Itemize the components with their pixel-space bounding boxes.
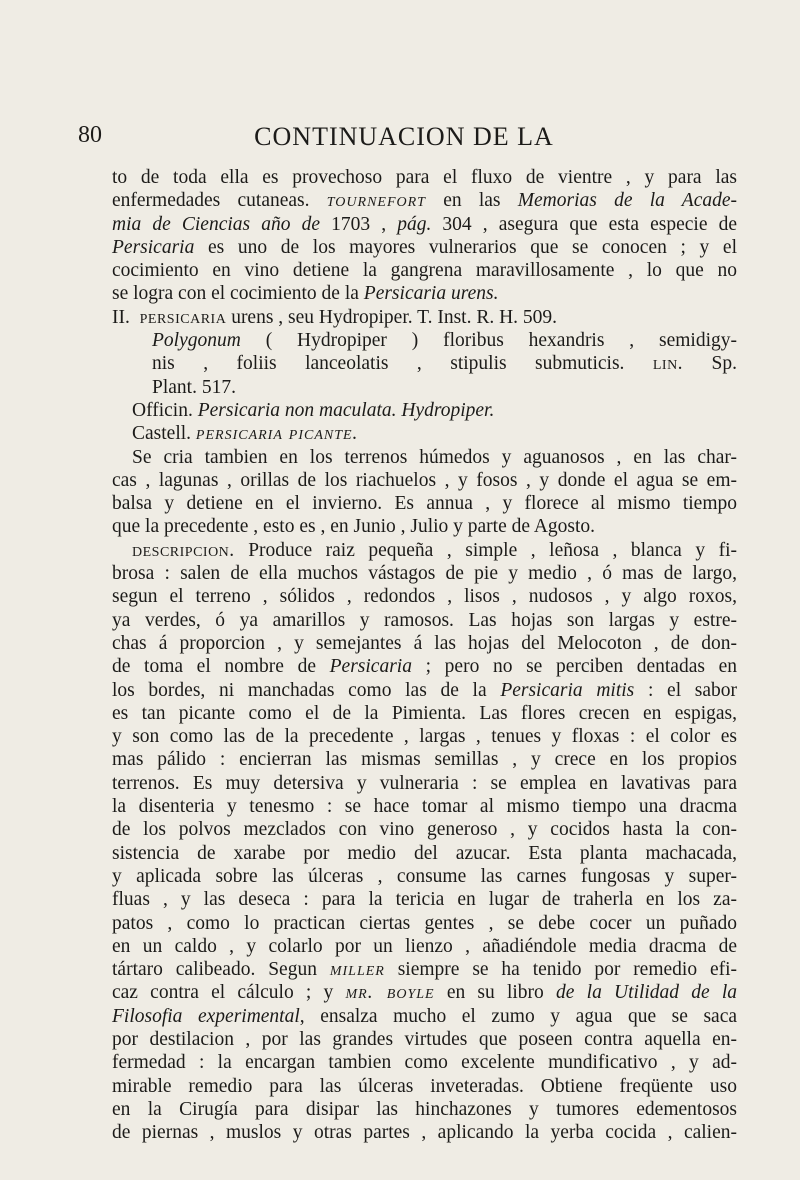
text-line: segun el terreno , sólidos , redondos , lisos , nudosos , y algo roxos, — [112, 586, 737, 608]
text-line: mia de Ciencias año de 1703 , pág. 304 , asegura que esta especie de — [112, 213, 737, 235]
text-line: los bordes, ni manchadas como las de la Persicaria mitis : el sabor — [112, 679, 738, 701]
text-line: y aplicada sobre las úlceras , consume las carnes fungosas y super- — [112, 865, 737, 887]
text-line: cas , lagunas , orillas de los riachuelos , y fosos , y donde el agua se em- — [112, 469, 737, 491]
text-line: mas pálido : encierran las mismas semillas , y crece en los propios — [112, 749, 737, 771]
text-line: caz contra el cálculo ; y mr. boyle en su libro de la Utilidad de la — [112, 982, 738, 1004]
text-line: de toma el nombre de Persicaria ; pero no se perciben dentadas en — [112, 656, 737, 678]
text-line: Se cria tambien en los terrenos húmedos y aguanosos , en las char- — [132, 446, 737, 468]
text-line: por destilacion , por las grandes virtudes que poseen contra aquella en- — [112, 1028, 737, 1050]
section-label: descripcion. — [132, 539, 235, 561]
text-line: Polygonum ( Hydropiper ) floribus hexandris , semidigy- — [152, 330, 738, 352]
text-line: mirable remedio para las úlceras inveteradas. Obtiene freqüente uso — [112, 1075, 737, 1097]
body-text — [112, 166, 737, 1144]
author-name: tournefort — [326, 190, 426, 212]
text-line: de los polvos mezclados con vino generoso , y cocidos hasta la con- — [112, 819, 737, 841]
species-name: persicaria — [139, 306, 227, 328]
work-title: Memorias de la Acade- — [517, 190, 738, 212]
text-line: la disenteria y tenesmo : se hace tomar al mismo tiempo una dracma — [112, 796, 737, 818]
text-line: ya verdes, ó ya amarillos y ramosos. Las hojas son largas y estre- — [112, 609, 737, 631]
text-line: en la Cirugía para disipar las hinchazones y tumores edementosos — [112, 1098, 737, 1120]
text-line: descripcion. Produce raiz pequeña , simple , leñosa , blanca y fi- — [132, 539, 738, 561]
text-line: de piernas , muslos y otras partes , aplicando la yerba cocida , calien- — [112, 1122, 737, 1144]
text-line: nis , foliis lanceolatis , stipulis submuticis. lin. Sp. — [152, 353, 737, 375]
page-header — [78, 122, 730, 158]
text-line: que la precedente , esto es , en Junio , Julio y parte de Agosto. — [112, 516, 596, 538]
text-line: Filosofia experimental, ensalza mucho el zumo y agua que se saca — [112, 1005, 738, 1027]
text-line: terrenos. Es muy detersiva y vulneraria : se emplea en lavativas para — [112, 772, 737, 794]
text-line: Officin. Persicaria non maculata. Hydropiper. — [132, 399, 495, 421]
text-line: chas á proporcion , y semejantes á las hojas del Melocoton , de don- — [112, 632, 737, 654]
text-line: cocimiento en vino detiene la gangrena maravillosamente , lo que no — [112, 260, 737, 282]
text-line: fermedad : la encargan tambien como excelente mundificativo , y ad- — [112, 1052, 737, 1074]
author-name: mr. boyle — [345, 982, 435, 1004]
text-line: to de toda ella es provechoso para el fluxo de vientre , y para las — [112, 167, 737, 188]
text-line: fluas , y las deseca : para la tericia en lugar de traherla en los za- — [112, 889, 737, 911]
text-line: balsa y detiene en el invierno. Es annua , y florece al mismo tiempo — [112, 493, 737, 515]
page-number: 80 — [78, 122, 102, 148]
text-line: es tan picante como el de la Pimienta. Las flores crecen en espigas, — [112, 702, 737, 724]
text-line: Persicaria es uno de los mayores vulnerarios que se conocen ; y el — [112, 236, 737, 258]
text-line: Plant. 517. — [152, 376, 236, 398]
text-line: patos , como lo practican ciertas gentes , se debe cocer un puñado — [112, 912, 737, 934]
text-line: y son como las de la precedente , largas , tenues y floxas : el color es — [112, 726, 737, 748]
text-line: tártaro calibeado. Segun miller siempre se ha tenido por remedio efi- — [112, 959, 738, 981]
text-line: se logra con el cocimiento de la Persicaria urens. — [112, 283, 499, 305]
author-name: miller — [329, 959, 385, 981]
text-line: enfermedades cutaneas. tournefort en las Memorias de la Acade- — [112, 190, 738, 212]
text-line: brosa : salen de ella muchos vástagos de pie y medio , ó mas de largo, — [112, 563, 737, 585]
running-head: CONTINUACION DE LA — [254, 122, 554, 151]
text-line: sistencia de xarabe por medio del azucar. Esta planta machacada, — [112, 842, 737, 864]
text-line: Castell. persicaria picante. — [132, 423, 359, 445]
text-line: en un caldo , y colarlo por un lienzo , añadiéndole media dracma de — [112, 935, 737, 957]
entry-heading: II. persicaria urens , seu Hydropiper. T. Inst. R. H. 509. — [112, 306, 558, 328]
